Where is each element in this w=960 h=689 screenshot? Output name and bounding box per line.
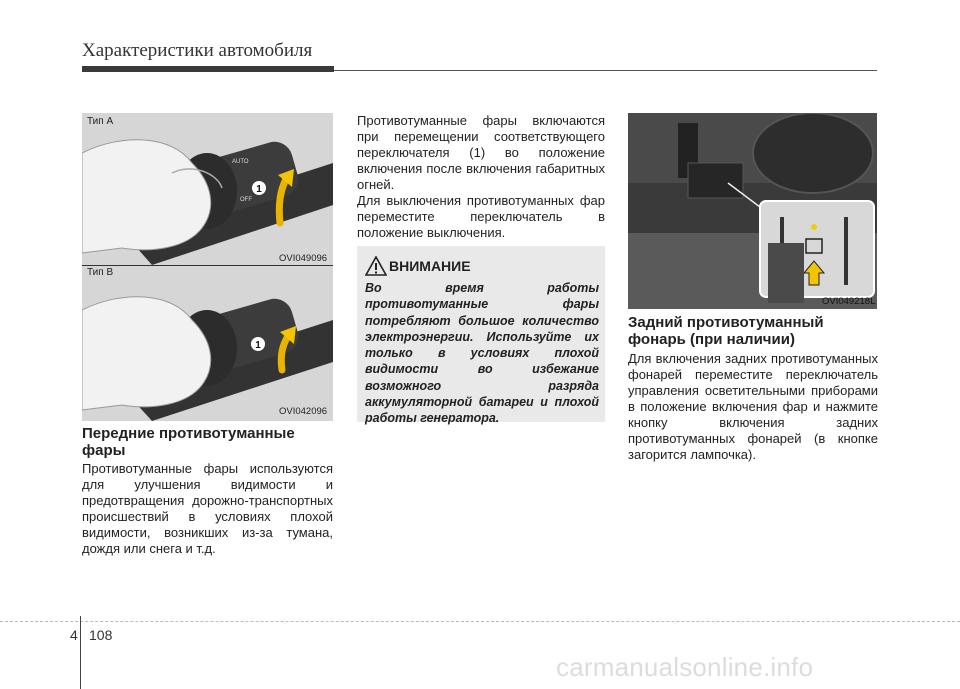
figure-type-a — [82, 113, 333, 265]
figure-type-b — [82, 265, 333, 421]
dashboard-illustration — [628, 113, 877, 309]
watermark: carmanualsonline.info — [556, 652, 814, 682]
warning-box — [357, 246, 605, 426]
figure-rear-fog — [628, 113, 877, 309]
stalk-illustration-a — [82, 113, 333, 265]
stalk-illustration-b — [82, 266, 333, 421]
header-rule — [334, 70, 877, 71]
front-fog-heading: Передние противотуманные фары — [82, 425, 295, 459]
auto-symbol: AUTO — [232, 159, 249, 165]
footer-dashed-line — [0, 621, 960, 622]
header-bar — [82, 66, 334, 72]
page-number: 108 — [89, 627, 113, 643]
off-symbol: OFF — [240, 197, 252, 203]
middle-paragraph-1: Противотуманные фары включаются при перемещении соответствующего переключателя (1) во положение включения после включения габаритных огней. — [357, 113, 605, 192]
chapter-number: 4 — [70, 627, 78, 643]
warning-title: ВНИМАНИЕ — [389, 258, 471, 274]
figure-a-code: OVI049096 — [279, 253, 328, 264]
figure-b-code: OVI042096 — [279, 406, 328, 417]
warning-body: Во время работы противотуманные фары потребляют большое количество электроэнергии. Используйте их только в условиях плохой видимости во избежание возможного разряда аккумуляторной батареи и плохой работы генератора. — [365, 281, 599, 426]
page-header-title: Характеристики автомобиля — [82, 40, 313, 61]
front-fog-body: Противотуманные фары используются для улучшения видимости и предотвращения дорожно-транспортных происшествий в условиях плохой видимости, возникших из-за тумана, дождя или снега и т.д. — [82, 461, 333, 556]
marker-1: 1 — [256, 184, 262, 195]
rear-fog-body: Для включения задних противотуманных фонарей переместите переключатель управления осветительными приборами в положение включения фар и нажмите кнопку включения задних противотуманных фонарей (в кнопке загорится лампочка). — [628, 351, 878, 462]
figure-c-code: OVI049218L — [822, 296, 876, 307]
footer-divider — [80, 616, 81, 689]
figure-a-label: Тип A — [87, 116, 114, 127]
figure-b-label: Тип B — [87, 267, 114, 278]
marker-1: 1 — [255, 340, 261, 351]
rear-fog-heading: Задний противотуманный фонарь (при наличии) — [628, 314, 824, 348]
warning-triangle-icon — [365, 256, 387, 276]
middle-paragraph-2: Для выключения противотуманных фар переместите переключатель в положение выключения. — [357, 193, 605, 240]
